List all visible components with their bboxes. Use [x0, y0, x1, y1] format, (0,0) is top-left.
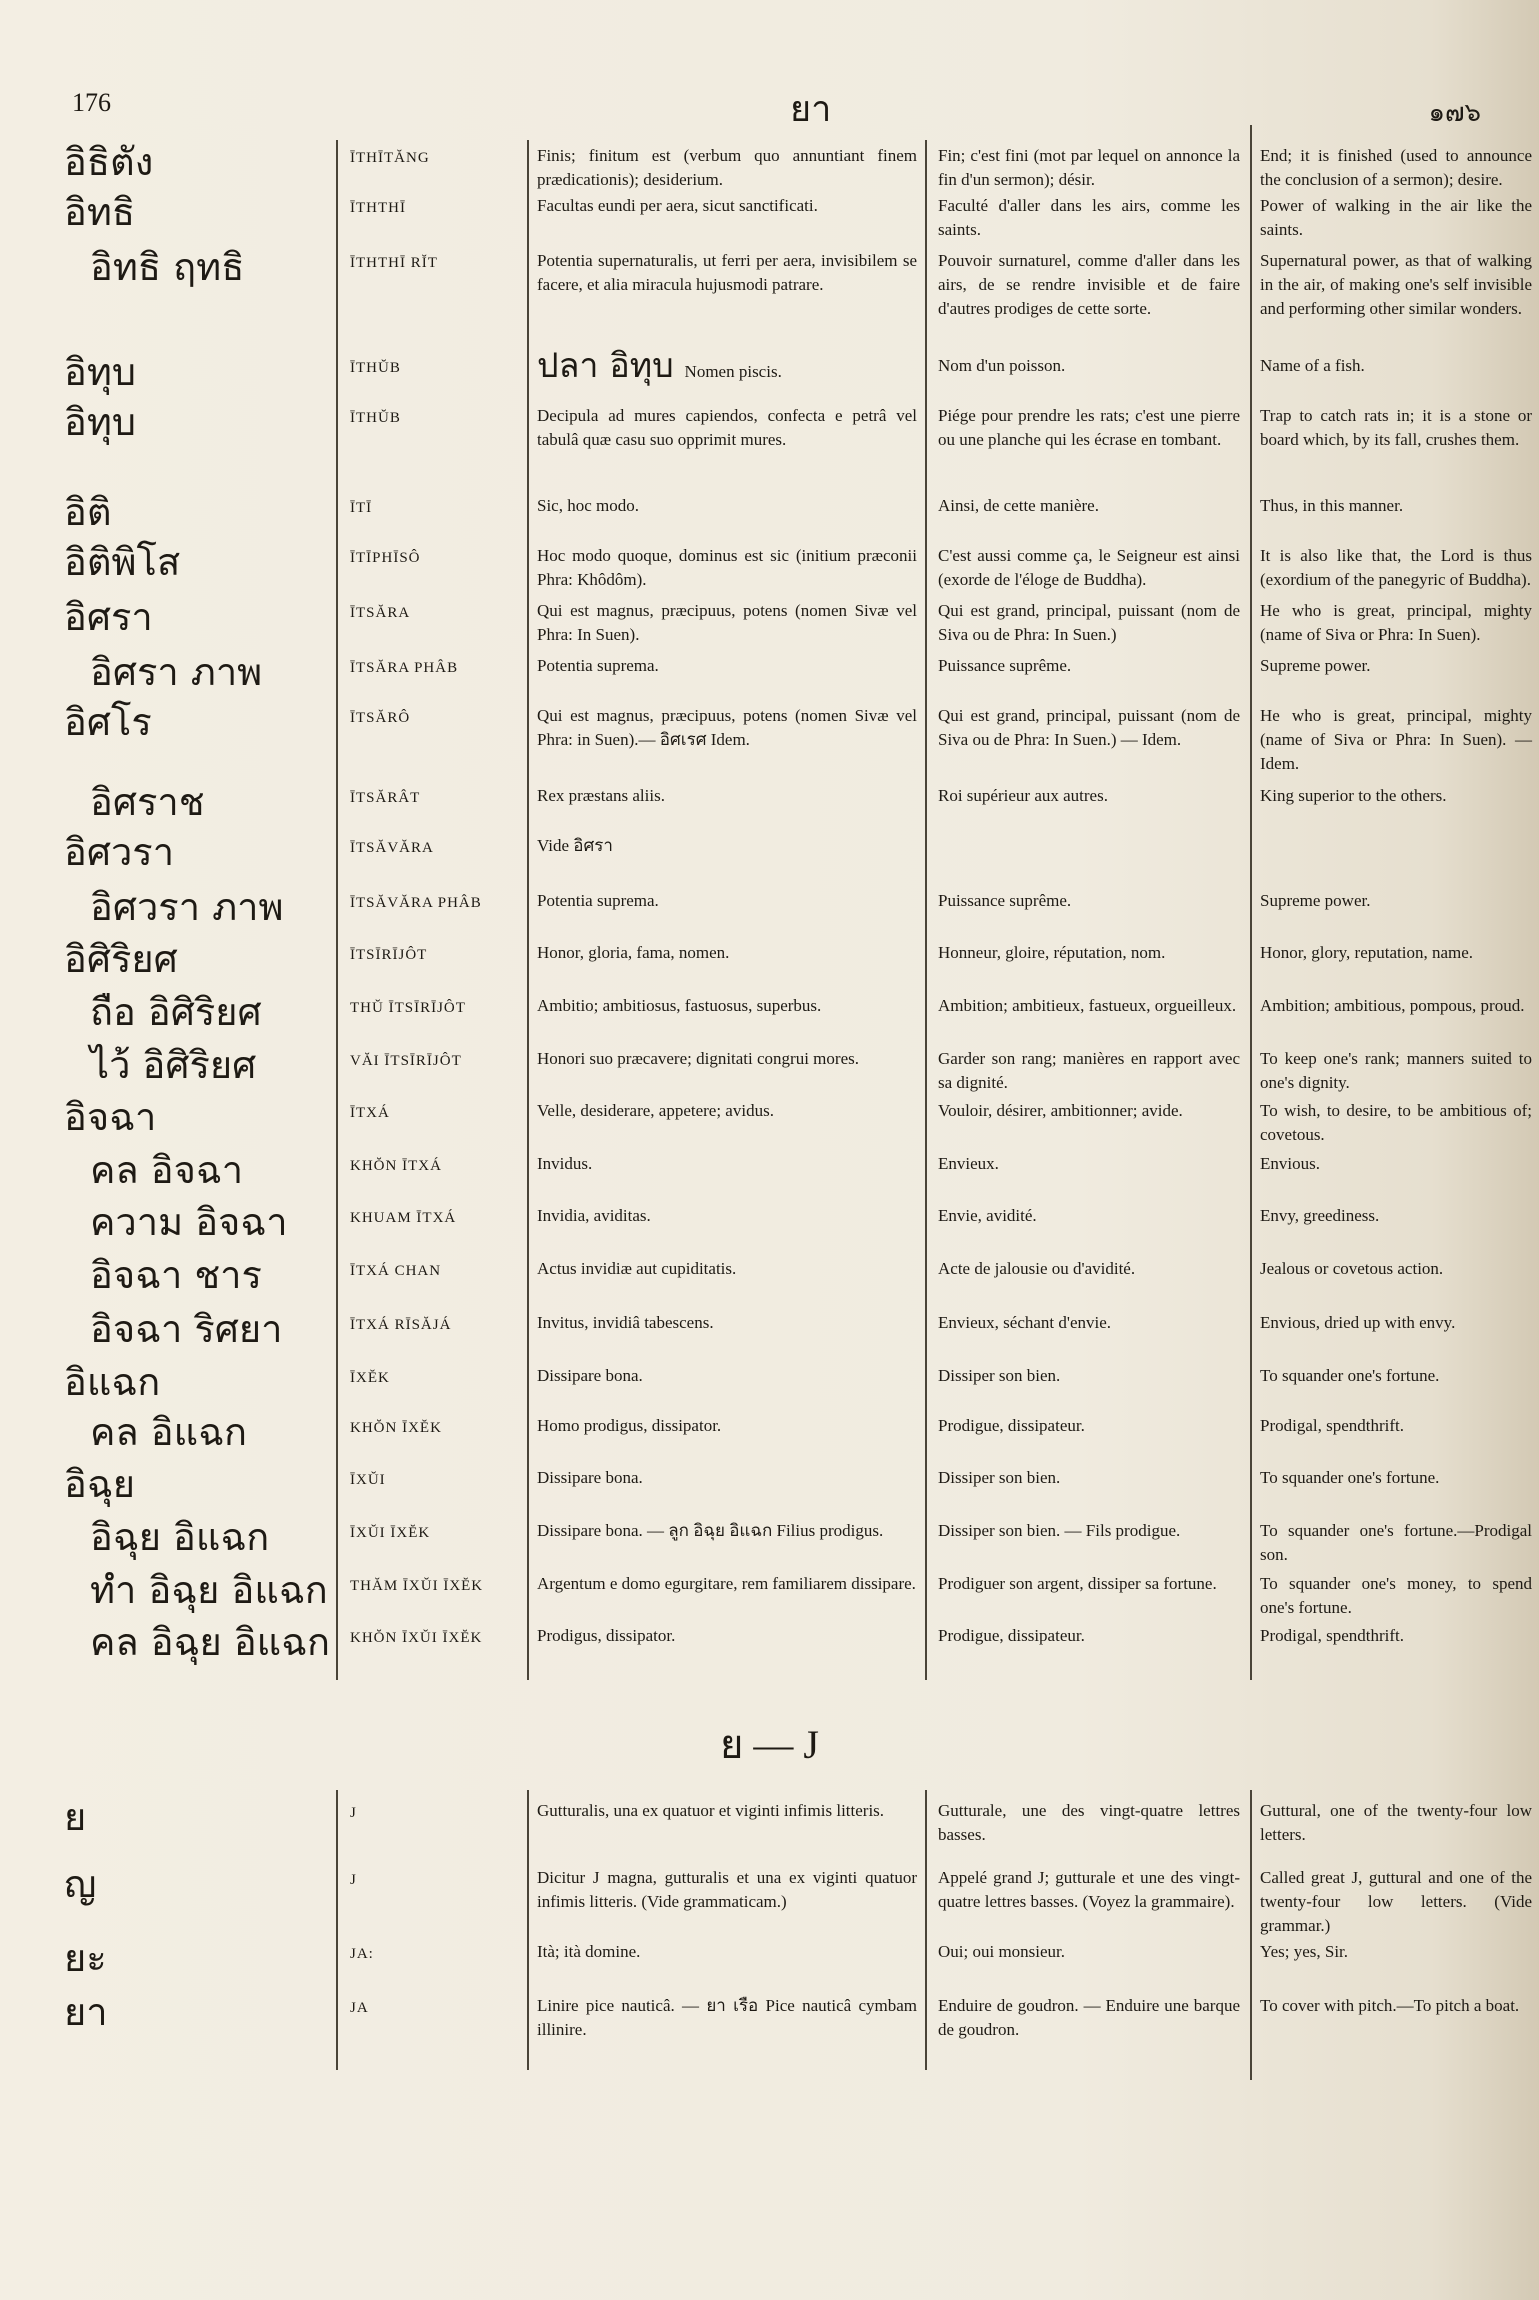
latin-definition: Linire pice nauticâ. — ยา เรือ Pice nauticâ cymbam illinire. — [537, 1996, 917, 2039]
headword: อิจฉา — [64, 1095, 157, 1139]
french-definition: Faculté d'aller dans les airs, comme les saints. — [938, 196, 1240, 239]
transliteration: VĂI ĪTSĪRĪJÔT — [350, 1053, 462, 1069]
english-definition: To keep one's rank; manners suited to one's dignity. — [1260, 1049, 1532, 1092]
headword: อิฉุย — [64, 1462, 135, 1506]
english-definition: To wish, to desire, to be ambitious of; covetous. — [1260, 1101, 1532, 1144]
transliteration: ĪTSĂRA PHÂB — [350, 660, 459, 676]
english-definition: To squander one's fortune.—Prodigal son. — [1260, 1521, 1532, 1564]
transliteration: ĪTĪ — [350, 500, 373, 516]
french-definition: Envieux, séchant d'envie. — [938, 1313, 1112, 1332]
latin-definition: Facultas eundi per aera, sicut sanctificati. — [537, 196, 818, 215]
english-definition: To squander one's fortune. — [1260, 1468, 1440, 1487]
english-definition: End; it is finished (used to announce the conclusion of a sermon); desire. — [1260, 146, 1532, 189]
french-definition: Dissiper son bien. — Fils prodigue. — [938, 1521, 1181, 1540]
french-definition: Vouloir, désirer, ambitionner; avide. — [938, 1101, 1183, 1120]
headword: อิศรา — [64, 595, 153, 639]
headword: อิติ — [64, 490, 112, 534]
transliteration: ĪTXÁ RĪSĂJÁ — [350, 1317, 452, 1333]
headword: อิทุบ — [64, 350, 136, 394]
headword: อิทธิ — [64, 190, 136, 234]
headword: อิจฉา ริศยา — [90, 1307, 283, 1351]
french-definition: Dissiper son bien. — [938, 1468, 1061, 1487]
latin-definition: Qui est magnus, præcipuus, potens (nomen Sivæ vel Phra: In Suen). — [537, 601, 917, 644]
english-definition: Envious. — [1260, 1154, 1320, 1173]
transliteration: ĪTHĪTĂNG — [350, 150, 430, 166]
latin-definition — [537, 346, 917, 386]
french-definition: Puissance suprême. — [938, 656, 1072, 675]
column-rule — [925, 140, 927, 1680]
transliteration: ĪTHŬB — [350, 360, 401, 376]
english-definition: To squander one's money, to spend one's fortune. — [1260, 1574, 1532, 1617]
latin-definition: Hoc modo quoque, dominus est sic (initium præconii Phra: Khôdôm). — [537, 546, 917, 589]
page-number: 176 — [72, 88, 111, 117]
latin-definition: Actus invidiæ aut cupiditatis. — [537, 1259, 737, 1278]
headword: ความ อิจฉา — [90, 1200, 288, 1244]
headword: อิทุบ — [64, 400, 136, 444]
french-definition: Dissiper son bien. — [938, 1366, 1061, 1385]
latin-definition: Invidia, aviditas. — [537, 1206, 651, 1225]
french-definition: Pouvoir surnaturel, comme d'aller dans les airs, de se rendre invisible et de faire d'autres prodiges de cette sorte. — [938, 251, 1240, 318]
headword: คล อิแฉก — [90, 1410, 247, 1454]
headword: อิศรา ภาพ — [90, 650, 263, 694]
transliteration: ĪTĪPHĪSÔ — [350, 550, 421, 566]
french-definition: Gutturale, une des vingt-quatre lettres basses. — [938, 1801, 1240, 1844]
french-definition: Qui est grand, principal, puissant (nom de Siva ou de Phra: In Suen.) — Idem. — [938, 706, 1240, 749]
french-definition: C'est aussi comme ça, le Seigneur est ainsi (exorde de l'éloge de Buddha). — [938, 546, 1240, 589]
transliteration: J — [350, 1872, 357, 1888]
headword: อิฉุย อิแฉก — [90, 1515, 270, 1559]
latin-definition: Homo prodigus, dissipator. — [537, 1416, 722, 1435]
latin-definition: Potentia suprema. — [537, 656, 659, 675]
french-definition: Envieux. — [938, 1154, 999, 1173]
english-definition: Jealous or covetous action. — [1260, 1259, 1444, 1278]
headword: คล อิจฉา — [90, 1148, 244, 1192]
transliteration: ĪTSĂRA — [350, 605, 411, 621]
french-definition: Honneur, gloire, réputation, nom. — [938, 943, 1166, 962]
transliteration: KHŎN ĪXŬI ĪXĔK — [350, 1630, 483, 1646]
latin-definition: Gutturalis, una ex quatuor et viginti infimis litteris. — [537, 1801, 885, 1820]
english-definition: Name of a fish. — [1260, 356, 1365, 375]
transliteration: ĪTXÁ CHAN — [350, 1263, 442, 1279]
column-rule — [1250, 1790, 1252, 2080]
section-heading: ย — J — [719, 1722, 819, 1767]
english-definition: Guttural, one of the twenty-four low letters. — [1260, 1801, 1532, 1844]
french-definition: Ainsi, de cette manière. — [938, 496, 1099, 515]
transliteration: ĪTXÁ — [350, 1105, 390, 1121]
latin-definition: Potentia supernaturalis, ut ferri per aera, invisibilem se facere, et alia miracula hujusmodi patrare. — [537, 251, 917, 294]
transliteration: ĪTSĂVĂRA — [350, 840, 434, 856]
latin-definition: Ambitio; ambitiosus, fastuosus, superbus. — [537, 996, 822, 1015]
column-rule — [925, 1790, 927, 2070]
headword: ถือ อิศิริยศ — [90, 990, 262, 1034]
latin-text: Nomen piscis. — [684, 362, 782, 381]
english-definition: Trap to catch rats in; it is a stone or board which, by its fall, crushes them. — [1260, 406, 1532, 449]
headword: อิจฉา ชาร — [90, 1253, 262, 1297]
headword: อิศโร — [64, 700, 152, 744]
english-definition: To squander one's fortune. — [1260, 1366, 1440, 1385]
french-definition: Garder son rang; manières en rapport avec sa dignité. — [938, 1049, 1240, 1092]
english-definition: Thus, in this manner. — [1260, 496, 1404, 515]
french-definition: Qui est grand, principal, puissant (nom de Siva ou de Phra: In Suen.) — [938, 601, 1240, 644]
english-definition: Supernatural power, as that of walking in the air, of making one's self invisible and performing other similar wonders. — [1260, 251, 1532, 318]
transliteration: ĪXŬI ĪXĔK — [350, 1525, 431, 1541]
transliteration: ĪTSĂRÂT — [350, 790, 421, 806]
french-definition: Nom d'un poisson. — [938, 356, 1066, 375]
running-head: ยา — [790, 89, 832, 129]
french-definition: Enduire de goudron. — Enduire une barque de goudron. — [938, 1996, 1240, 2039]
latin-definition: Sic, hoc modo. — [537, 496, 639, 515]
english-definition: Honor, glory, reputation, name. — [1260, 943, 1474, 962]
column-rule — [527, 1790, 529, 2070]
latin-definition: Prodigus, dissipator. — [537, 1626, 676, 1645]
transliteration: JA: — [350, 1946, 374, 1962]
transliteration: J — [350, 1805, 357, 1821]
transliteration: KHŎN ĪXĔK — [350, 1420, 442, 1436]
column-rule — [336, 1790, 338, 2070]
column-rule — [527, 140, 529, 1680]
transliteration: ĪXĔK — [350, 1370, 390, 1386]
headword: ไว้ อิศิริยศ — [90, 1043, 257, 1087]
english-definition: It is also like that, the Lord is thus (exordium of the panegyric of Buddha). — [1260, 546, 1532, 589]
transliteration: ĪXŬI — [350, 1472, 386, 1488]
english-definition: Yes; yes, Sir. — [1260, 1942, 1349, 1961]
headword: ยะ — [64, 1936, 107, 1980]
french-definition: Piége pour prendre les rats; c'est une pierre ou une planche qui les écrase en tombant. — [938, 406, 1240, 449]
french-definition: Puissance suprême. — [938, 891, 1072, 910]
latin-definition: Potentia suprema. — [537, 891, 659, 910]
english-definition: Envy, greediness. — [1260, 1206, 1380, 1225]
headword: ย — [64, 1795, 87, 1839]
transliteration: THĂM ĪXŬI ĪXĔK — [350, 1578, 484, 1594]
english-definition: To cover with pitch.—To pitch a boat. — [1260, 1996, 1520, 2015]
headword: อิแฉก — [64, 1360, 161, 1404]
french-definition: Oui; oui monsieur. — [938, 1942, 1066, 1961]
latin-definition: Dissipare bona. — ลูก อิฉุย อิแฉก Filius prodigus. — [537, 1521, 884, 1540]
french-definition: Appelé grand J; gutturale et une des vingt-quatre lettres basses. (Voyez la grammaire). — [938, 1868, 1240, 1911]
latin-definition: Finis; finitum est (verbum quo annuntiant finem prædicationis); desiderium. — [537, 146, 917, 189]
english-definition: He who is great, principal, mighty (name of Siva or Phra: In Suen). — [1260, 601, 1532, 644]
transliteration: ĪTSĪRĪJÔT — [350, 947, 428, 963]
transliteration: ĪTSĂVĂRA PHÂB — [350, 895, 482, 911]
latin-definition: Decipula ad mures capiendos, confecta e petrâ vel tabulâ quæ casu suo opprimit mures. — [537, 406, 917, 449]
headword: อิธิตัง — [64, 140, 154, 184]
latin-definition: Honori suo præcavere; dignitati congrui mores. — [537, 1049, 859, 1068]
transliteration: ĪTHTHĪ — [350, 200, 406, 216]
headword: อิติพิโส — [64, 540, 181, 584]
headword: ยา — [64, 1990, 108, 2034]
latin-definition: Invidus. — [537, 1154, 593, 1173]
column-rule — [336, 140, 338, 1680]
latin-definition: Argentum e domo egurgitare, rem familiarem dissipare. — [537, 1574, 916, 1593]
transliteration: JA — [350, 2000, 369, 2016]
english-definition: King superior to the others. — [1260, 786, 1447, 805]
column-rule — [1250, 125, 1252, 1680]
english-definition: He who is great, principal, mighty (name of Siva or Phra: In Suen). — Idem. — [1260, 706, 1532, 773]
english-definition: Called great J, guttural and one of the twenty-four low letters. (Vide grammar.) — [1260, 1868, 1532, 1935]
english-definition: Envious, dried up with envy. — [1260, 1313, 1456, 1332]
french-definition: Fin; c'est fini (mot par lequel on annonce la fin d'un sermon); désir. — [938, 146, 1240, 189]
transliteration: ĪTHTHĪ RĬT — [350, 255, 438, 271]
latin-definition: Honor, gloria, fama, nomen. — [537, 943, 730, 962]
french-definition: Prodiguer son argent, dissiper sa fortune. — [938, 1574, 1217, 1593]
headword: อิทธิ ฤทธิ — [90, 245, 245, 289]
transliteration: ĪTSĂRÔ — [350, 710, 411, 726]
thai-page-number: ๑๗๖ — [1428, 98, 1481, 127]
latin-definition: Ità; ità domine. — [537, 1942, 641, 1961]
french-definition: Ambition; ambitieux, fastueux, orgueilleux. — [938, 996, 1237, 1015]
headword: อิศราช — [90, 780, 205, 824]
french-definition: Acte de jalousie ou d'avidité. — [938, 1259, 1136, 1278]
transliteration: ĪTHŬB — [350, 410, 401, 426]
french-definition: Roi supérieur aux autres. — [938, 786, 1108, 805]
english-definition: Supreme power. — [1260, 891, 1371, 910]
transliteration: KHUAM ĪTXÁ — [350, 1210, 457, 1226]
french-definition: Envie, avidité. — [938, 1206, 1037, 1225]
english-definition: Ambition; ambitious, pompous, proud. — [1260, 996, 1525, 1015]
latin-definition: Qui est magnus, præcipuus, potens (nomen Sivæ vel Phra: in Suen).— อิศเรศ Idem. — [537, 706, 917, 749]
english-definition: Prodigal, spendthrift. — [1260, 1416, 1405, 1435]
headword: อิศวรา ภาพ — [90, 885, 284, 929]
headword: อิศวรา — [64, 830, 175, 874]
english-definition: Supreme power. — [1260, 656, 1371, 675]
latin-definition: Dissipare bona. — [537, 1366, 643, 1385]
headword: อิศิริยศ — [64, 937, 178, 981]
english-definition: Prodigal, spendthrift. — [1260, 1626, 1405, 1645]
latin-definition: Invitus, invidiâ tabescens. — [537, 1313, 714, 1332]
latin-definition: Velle, desiderare, appetere; avidus. — [537, 1101, 774, 1120]
english-definition: Power of walking in the air like the saints. — [1260, 196, 1532, 239]
latin-definition: Dissipare bona. — [537, 1468, 643, 1487]
headword: ญ — [64, 1862, 97, 1906]
headword: ทำ อิฉุย อิแฉก — [90, 1568, 328, 1612]
french-definition: Prodigue, dissipateur. — [938, 1416, 1085, 1435]
transliteration: KHŎN ĪTXÁ — [350, 1158, 442, 1174]
latin-definition: Vide อิศรา — [537, 836, 613, 855]
latin-definition: Rex præstans aliis. — [537, 786, 665, 805]
headword: คล อิฉุย อิแฉก — [90, 1620, 331, 1664]
french-definition: Prodigue, dissipateur. — [938, 1626, 1085, 1645]
thai-example: ปลา อิทุบ — [537, 346, 685, 386]
latin-definition: Dicitur J magna, gutturalis et una ex viginti quatuor infimis litteris. (Vide grammaticam.) — [537, 1868, 917, 1911]
transliteration: THŬ ĪTSĪRĪJÔT — [350, 1000, 466, 1016]
